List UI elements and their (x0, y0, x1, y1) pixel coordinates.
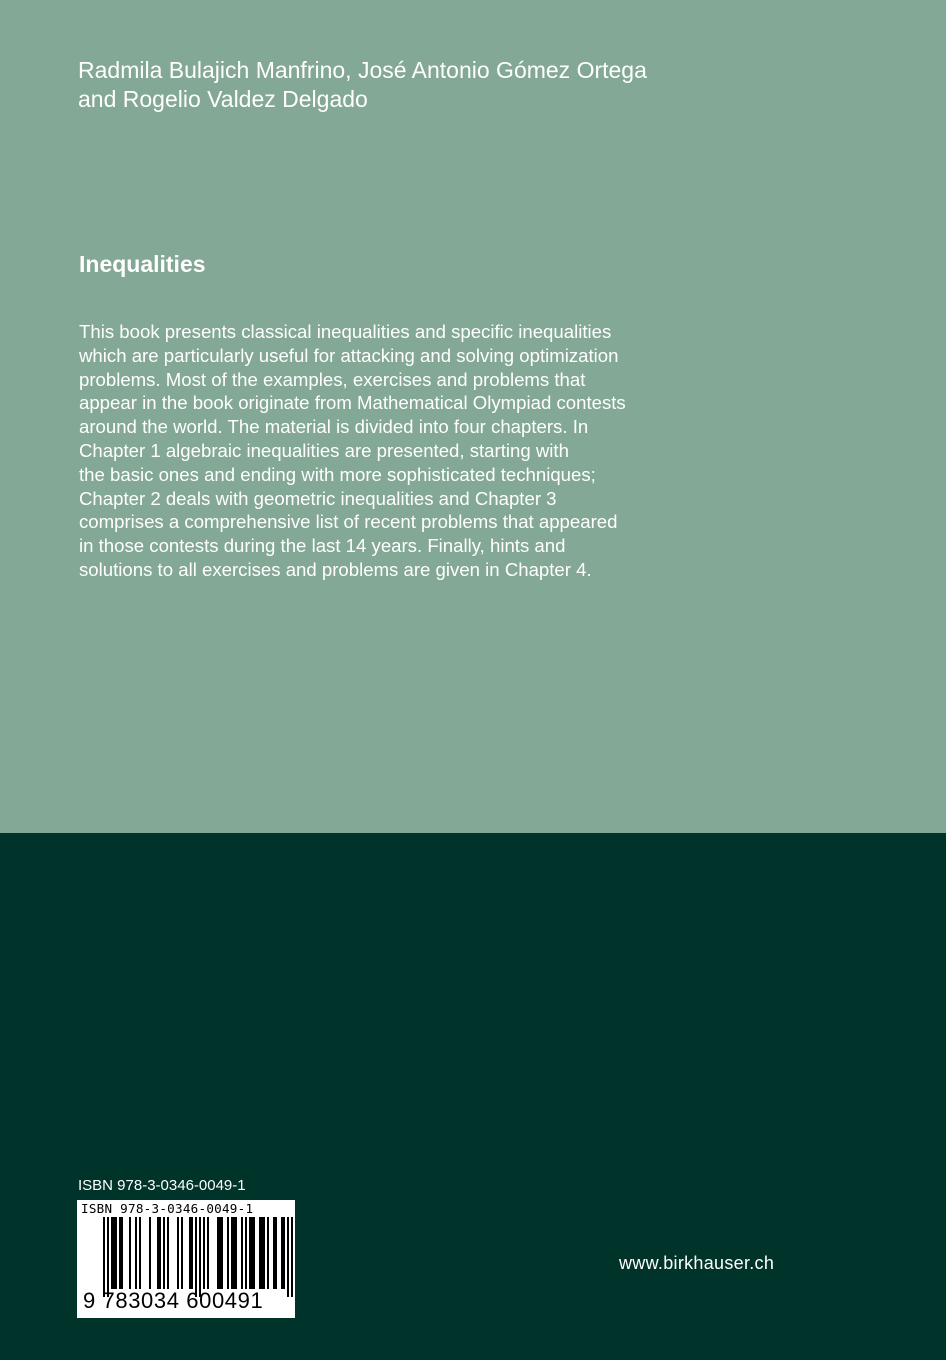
barcode-bar (107, 1217, 109, 1297)
barcode-bar (267, 1217, 269, 1289)
blurb-line: comprises a comprehensive list of recent problems that appeared (79, 511, 618, 533)
barcode-bar (259, 1217, 261, 1289)
barcode-bar (163, 1217, 165, 1289)
barcode-bar (249, 1217, 251, 1289)
barcode-bar (167, 1217, 169, 1289)
barcode-bar (221, 1217, 223, 1289)
blurb-line: This book presents classical inequalities and specific inequalities (79, 321, 612, 342)
book-title: Inequalities (79, 251, 206, 277)
barcode-bar (113, 1217, 115, 1289)
blurb-line: the basic ones and ending with more sophisticated techniques; (79, 463, 596, 485)
barcode-bar (231, 1217, 233, 1289)
barcode-bar (283, 1217, 285, 1289)
authors-line-1: Radmila Bulajich Manfrino, José Antonio Gómez Ortega (78, 57, 647, 83)
barcode-digits: 9 783034 600491 (83, 1288, 264, 1313)
blurb-line: in those contests during the last 14 years. Finally, hints and (79, 535, 566, 557)
barcode-bar (219, 1217, 221, 1289)
website-url: www.birkhauser.ch (619, 1253, 775, 1273)
barcode-bar (115, 1217, 117, 1289)
blurb-line: solutions to all exercises and problems are given in Chapter 4. (79, 558, 592, 580)
blurb-line: problems. Most of the examples, exercises and problems that (79, 368, 586, 390)
barcode-bar (103, 1217, 105, 1297)
barcode-bar (157, 1217, 159, 1289)
barcode-bar (203, 1217, 205, 1289)
barcode-bar (217, 1217, 219, 1289)
barcode-isbn-text: ISBN 978-3-0346-0049-1 (81, 1201, 254, 1216)
barcode-bar (121, 1217, 123, 1289)
barcode-bar (233, 1217, 235, 1289)
authors-line-2: and Rogelio Valdez Delgado (78, 86, 368, 112)
blurb-line: which are particularly useful for attacking and solving optimization (79, 344, 619, 366)
barcode-bar (245, 1217, 247, 1289)
barcode-bar (129, 1217, 131, 1289)
blurb-line: around the world. The material is divided into four chapters. In (79, 416, 589, 438)
barcode (77, 1200, 295, 1318)
barcode-bar (287, 1217, 289, 1297)
blurb-line: Chapter 2 deals with geometric inequalities and Chapter 3 (79, 487, 557, 509)
barcode-bar (253, 1217, 255, 1289)
blurb-line: Chapter 1 algebraic inequalities are presented, starting with (79, 439, 569, 461)
barcode-bar (191, 1217, 193, 1289)
barcode-bar (207, 1217, 209, 1289)
barcode-bar (227, 1217, 229, 1289)
barcode-bar (119, 1217, 121, 1289)
barcode-bar (139, 1217, 141, 1289)
barcode-bar (181, 1217, 183, 1289)
barcode-bar (261, 1217, 263, 1289)
authors (78, 56, 778, 114)
barcode-bar (275, 1217, 277, 1289)
barcode-bar (251, 1217, 253, 1289)
barcode-bar (281, 1217, 283, 1289)
barcode-bar (195, 1217, 197, 1297)
barcode-bar (111, 1217, 113, 1289)
blurb (79, 320, 719, 582)
barcode-bar (189, 1217, 191, 1289)
barcode-bar (235, 1217, 237, 1289)
isbn-text: ISBN 978-3-0346-0049-1 (78, 1177, 246, 1194)
barcode-bar (263, 1217, 265, 1289)
barcode-bar (177, 1217, 179, 1289)
barcode-bar (291, 1217, 293, 1297)
blurb-line: appear in the book originate from Mathematical Olympiad contests (79, 392, 626, 414)
barcode-bar (135, 1217, 137, 1289)
barcode-bar (149, 1217, 151, 1289)
barcode-bar (159, 1217, 161, 1289)
barcode-bar (273, 1217, 275, 1289)
barcode-bar (199, 1217, 201, 1297)
barcode-bar (241, 1217, 243, 1289)
